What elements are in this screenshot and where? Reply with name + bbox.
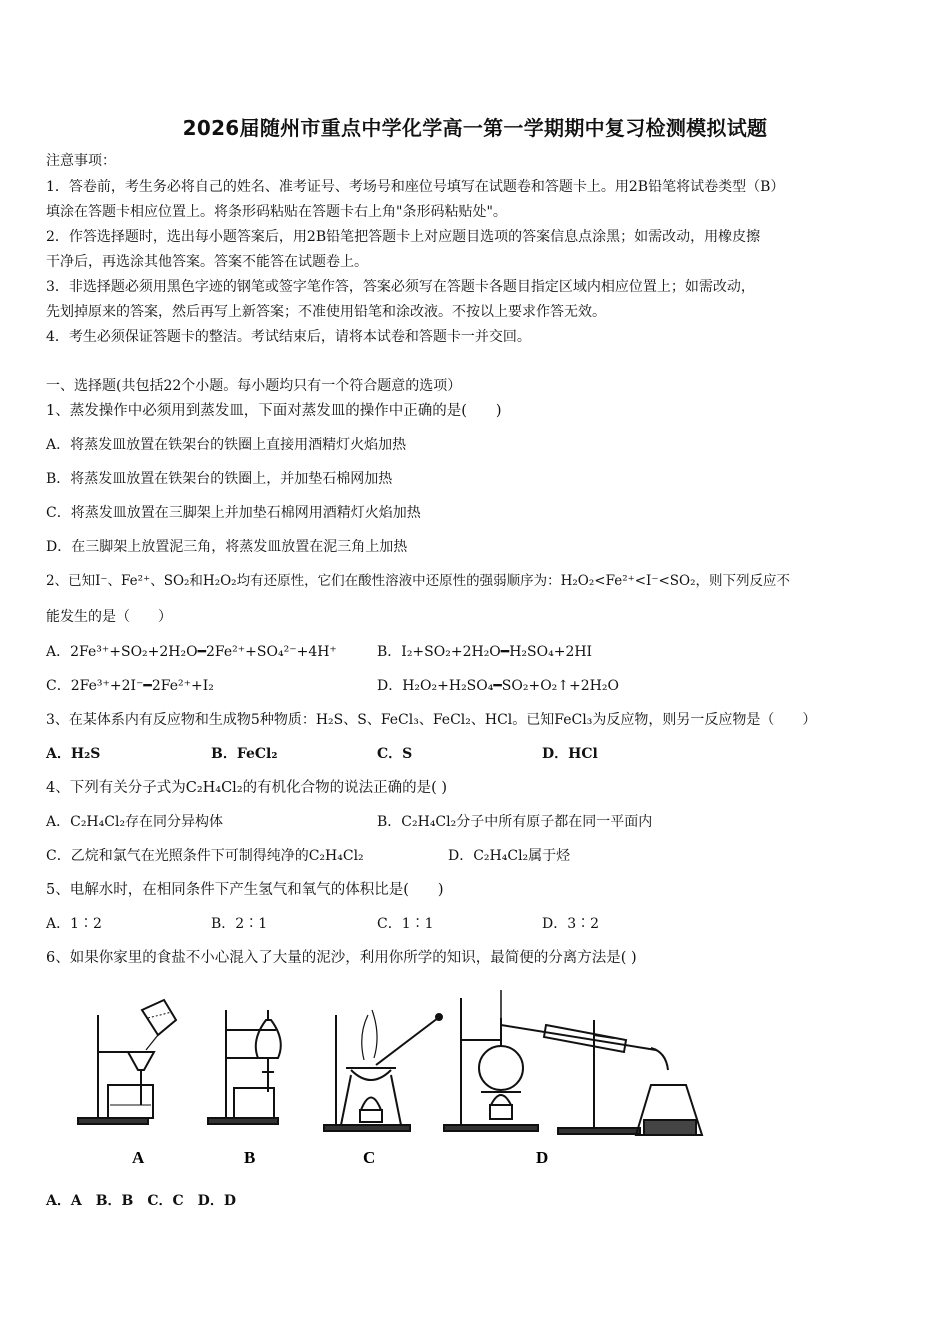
notice-line-1: 1．答卷前，考生务必将自己的姓名、准考证号、考场号和座位号填写在试题卷和答题卡上。用2B铅笔将试卷类型（B） <box>46 179 785 195</box>
distillation-apparatus <box>444 990 702 1135</box>
q5-option-d: D．3∶2 <box>542 916 600 932</box>
q4-option-d: D．C₂H₄Cl₂属于烃 <box>448 848 571 864</box>
q4-option-a: A．C₂H₄Cl₂存在同分异构体 <box>46 814 224 830</box>
notice-line-6: 先划掉原来的答案，然后再写上新答案；不准使用铅笔和涂改液。不按以上要求作答无效。 <box>46 304 606 320</box>
q2-option-a: A．2Fe³⁺+SO₂+2H₂O━2Fe²⁺+SO₄²⁻+4H⁺ <box>46 644 337 660</box>
figure-label-d: D <box>536 1148 549 1167</box>
figure-label-b: B <box>244 1148 256 1167</box>
q6-options: A．A B．B C．C D．D <box>46 1193 236 1209</box>
notice-line-5: 3．非选择题必须用黑色字迹的钢笔或签字笔作答，答案必须写在答题卡各题目指定区域内相应位置上；如需改动， <box>46 279 755 295</box>
notice-line-2: 填涂在答题卡相应位置上。将条形码粘贴在答题卡右上角"条形码粘贴处"。 <box>46 204 507 220</box>
evaporation-apparatus <box>324 1010 442 1131</box>
q2-option-b: B．I₂+SO₂+2H₂O━H₂SO₄+2HI <box>377 644 593 660</box>
q1-option-c: C．将蒸发皿放置在三脚架上并加垫石棉网用酒精灯火焰加热 <box>46 505 421 521</box>
q1-option-d: D．在三脚架上放置泥三角，将蒸发皿放置在泥三角上加热 <box>46 539 408 555</box>
section-heading: 一、选择题(共包括22个小题。每小题均只有一个符合题意的选项） <box>46 378 462 394</box>
notice-line-3: 2．作答选择题时，选出每小题答案后，用2B铅笔把答题卡上对应题目选项的答案信息点涂黑；如需改动，用橡皮擦 <box>46 229 761 245</box>
notice-line-7: 4．考生必须保证答题卡的整洁。考试结束后，请将本试卷和答题卡一并交回。 <box>46 329 531 345</box>
q3-option-c: C．S <box>377 746 413 762</box>
q1-stem: 1、蒸发操作中必须用到蒸发皿，下面对蒸发皿的操作中正确的是( ) <box>46 403 502 419</box>
q5-option-c: C．1∶1 <box>377 916 434 932</box>
q2-option-c: C．2Fe³⁺+2I⁻━2Fe²⁺+I₂ <box>46 678 214 694</box>
page-title: 2026届随州市重点中学化学高一第一学期期中复习检测模拟试题 <box>182 116 768 140</box>
q2-option-d: D．H₂O₂+H₂SO₄━SO₂+O₂↑+2H₂O <box>377 678 619 694</box>
lab-apparatus-figure <box>46 980 710 1170</box>
q1-option-b: B．将蒸发皿放置在铁架台的铁圈上，并加垫石棉网加热 <box>46 471 393 487</box>
q3-option-a: A．H₂S <box>46 746 101 762</box>
q5-option-b: B．2∶1 <box>211 916 268 932</box>
q3-option-b: B．FeCl₂ <box>211 746 278 762</box>
q3-option-d: D．HCl <box>542 746 598 762</box>
q2-stem-line-1: 2、已知I⁻、Fe²⁺、SO₂和H₂O₂均有还原性，它们在酸性溶液中还原性的强弱顺序为：H₂O₂<Fe²⁺<I⁻<SO₂，则下列反应不 <box>46 573 791 589</box>
q5-stem: 5、电解水时，在相同条件下产生氢气和氧气的体积比是( ) <box>46 882 444 898</box>
q2-stem-line-2: 能发生的是（ ） <box>46 609 172 625</box>
q6-stem: 6、如果你家里的食盐不小心混入了大量的泥沙，利用你所学的知识，最简便的分离方法是( ) <box>46 950 637 966</box>
notice-heading: 注意事项： <box>46 153 116 169</box>
figure-label-a: A <box>132 1148 145 1167</box>
q4-stem: 4、下列有关分子式为C₂H₄Cl₂的有机化合物的说法正确的是( ) <box>46 780 448 796</box>
q5-option-a: A．1∶2 <box>46 916 102 932</box>
q1-option-a: A．将蒸发皿放置在铁架台的铁圈上直接用酒精灯火焰加热 <box>46 437 407 453</box>
filtration-apparatus <box>78 1000 176 1124</box>
notice-line-4: 干净后，再选涂其他答案。答案不能答在试题卷上。 <box>46 254 368 270</box>
q3-stem: 3、在某体系内有反应物和生成物5种物质：H₂S、S、FeCl₃、FeCl₂、HCl。已知FeCl₃为反应物，则另一反应物是（ ） <box>46 712 817 728</box>
figure-label-c: C <box>363 1148 376 1167</box>
separatory-funnel-apparatus <box>208 1010 281 1124</box>
q4-option-c: C．乙烷和氯气在光照条件下可制得纯净的C₂H₄Cl₂ <box>46 848 364 864</box>
q4-option-b: B．C₂H₄Cl₂分子中所有原子都在同一平面内 <box>377 814 653 830</box>
